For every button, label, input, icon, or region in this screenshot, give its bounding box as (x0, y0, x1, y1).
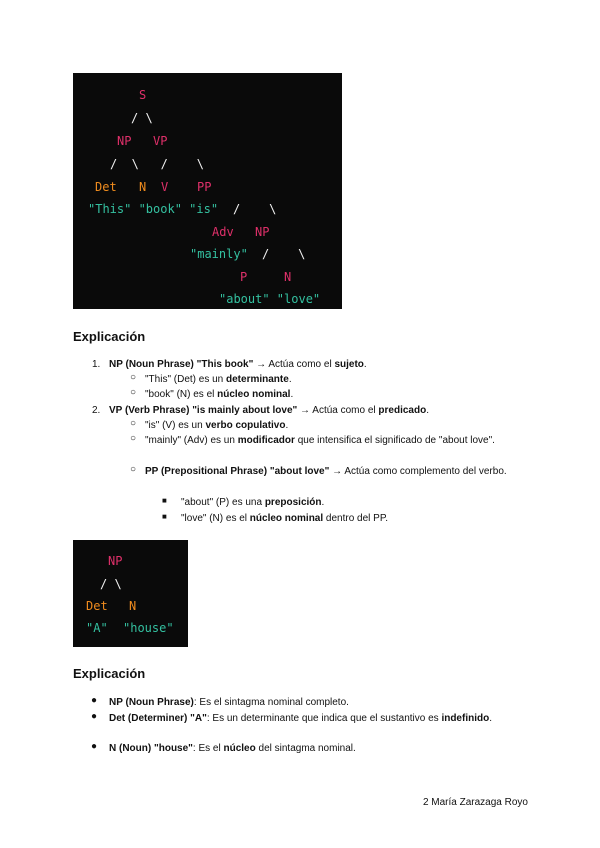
sujeto-term: sujeto (334, 359, 364, 370)
text: dentro del PP. (323, 513, 389, 524)
text: . (363, 359, 367, 370)
text: : Es el sintagma nominal completo. (193, 697, 349, 708)
text: . (285, 420, 289, 431)
text: : Es un determinante que indica que el sustantivo es (206, 713, 442, 724)
tree-leaf-a: "A" (86, 621, 108, 635)
list-number: 2. (92, 405, 101, 416)
tree-node-det: Det (86, 599, 108, 613)
list-item-1 (109, 357, 529, 372)
circle-bullet-icon: ○ (130, 387, 137, 398)
square-bullet-icon: ■ (162, 496, 167, 505)
term: N (Noun) "house" (109, 743, 193, 754)
tree-node-det: Det (95, 180, 117, 194)
text: "This" (Det) es un (145, 374, 227, 385)
circle-bullet-icon: ○ (130, 464, 137, 475)
term: Det (Determiner) "A" (109, 713, 207, 724)
term: NP (Noun Phrase) (109, 697, 194, 708)
tree-leaf-house: "house" (123, 621, 174, 635)
term: núcleo (223, 743, 256, 754)
bullet-item (109, 741, 529, 756)
tree-branch: / \ (233, 202, 277, 216)
term: preposición (264, 497, 322, 508)
text: → Actúa como el (297, 405, 379, 416)
tree-branch: / \ / \ (110, 157, 204, 171)
list-item-2 (109, 403, 529, 418)
tree-node-np: NP (108, 554, 123, 568)
list-subitem (145, 387, 525, 402)
tree-node-np: NP (117, 134, 132, 148)
text: "is" (V) es un (145, 420, 206, 431)
text: . (290, 389, 294, 400)
tree-branch: / \ (100, 577, 122, 591)
tree-node-n2: N (284, 270, 292, 284)
circle-bullet-icon: ○ (130, 372, 137, 383)
bullet-item (109, 711, 527, 726)
text: que intensifica el significado de "about love". (294, 435, 495, 446)
text: → Actúa como complemento del verbo. (329, 466, 507, 477)
tree-node-adv: Adv (212, 225, 234, 239)
disc-bullet-icon: ● (91, 711, 98, 722)
disc-bullet-icon: ● (91, 741, 98, 752)
section-heading-2: Explicación (73, 666, 146, 681)
term: determinante (226, 374, 289, 385)
term: núcleo nominal (217, 389, 291, 400)
tree-leaf-words: "This" "book" "is" (88, 202, 219, 216)
circle-bullet-icon: ○ (130, 433, 137, 444)
text: "love" (N) es el (181, 513, 250, 524)
list-subsubitem (181, 495, 521, 510)
text: : Es el (192, 743, 224, 754)
list-subitem (145, 433, 527, 448)
predicado-term: predicado (378, 405, 427, 416)
text: "about" (P) es una (181, 497, 265, 508)
circle-bullet-icon: ○ (130, 418, 137, 429)
tree-node-pp: PP (197, 180, 212, 194)
list-subitem (145, 372, 525, 387)
np-label: NP (Noun Phrase) "This book" (109, 359, 254, 370)
tree-branch: / \ (131, 111, 153, 125)
list-subitem (145, 464, 527, 479)
tree-leaf-about-love: "about" "love" (219, 292, 321, 306)
tree-branch: / \ (262, 247, 306, 261)
section-heading-1: Explicación (73, 329, 146, 344)
tree-node-v: V (161, 180, 169, 194)
tree-node-np2: NP (255, 225, 270, 239)
term: verbo copulativo (205, 420, 286, 431)
term: indefinido (441, 713, 490, 724)
tree-node-s: S (139, 88, 147, 102)
square-bullet-icon: ■ (162, 512, 167, 521)
text: "mainly" (Adv) es un (145, 435, 238, 446)
vp-label: VP (Verb Phrase) "is mainly about love" (109, 405, 298, 416)
syntax-tree-2 (73, 540, 188, 647)
text: → Actúa como el (253, 359, 335, 370)
tree-node-n: N (139, 180, 147, 194)
text: . (489, 713, 492, 724)
tree-node-vp: VP (153, 134, 168, 148)
tree-node-p: P (240, 270, 248, 284)
text: . (288, 374, 292, 385)
text: "book" (N) es el (145, 389, 218, 400)
pp-label: PP (Prepositional Phrase) "about love" (145, 466, 330, 477)
text: . (321, 497, 325, 508)
tree-node-n: N (129, 599, 137, 613)
list-subitem (145, 418, 527, 433)
disc-bullet-icon: ● (91, 695, 98, 706)
list-subsubitem (181, 511, 521, 526)
term: modificador (237, 435, 295, 446)
tree-leaf-mainly: "mainly" (190, 247, 248, 261)
bullet-item (109, 695, 529, 710)
text: del sintagma nominal. (255, 743, 356, 754)
syntax-tree-1 (73, 73, 342, 309)
list-number: 1. (92, 359, 101, 370)
page-footer: 2 María Zarazaga Royo (422, 797, 528, 808)
text: . (426, 405, 429, 416)
term: núcleo nominal (249, 513, 324, 524)
